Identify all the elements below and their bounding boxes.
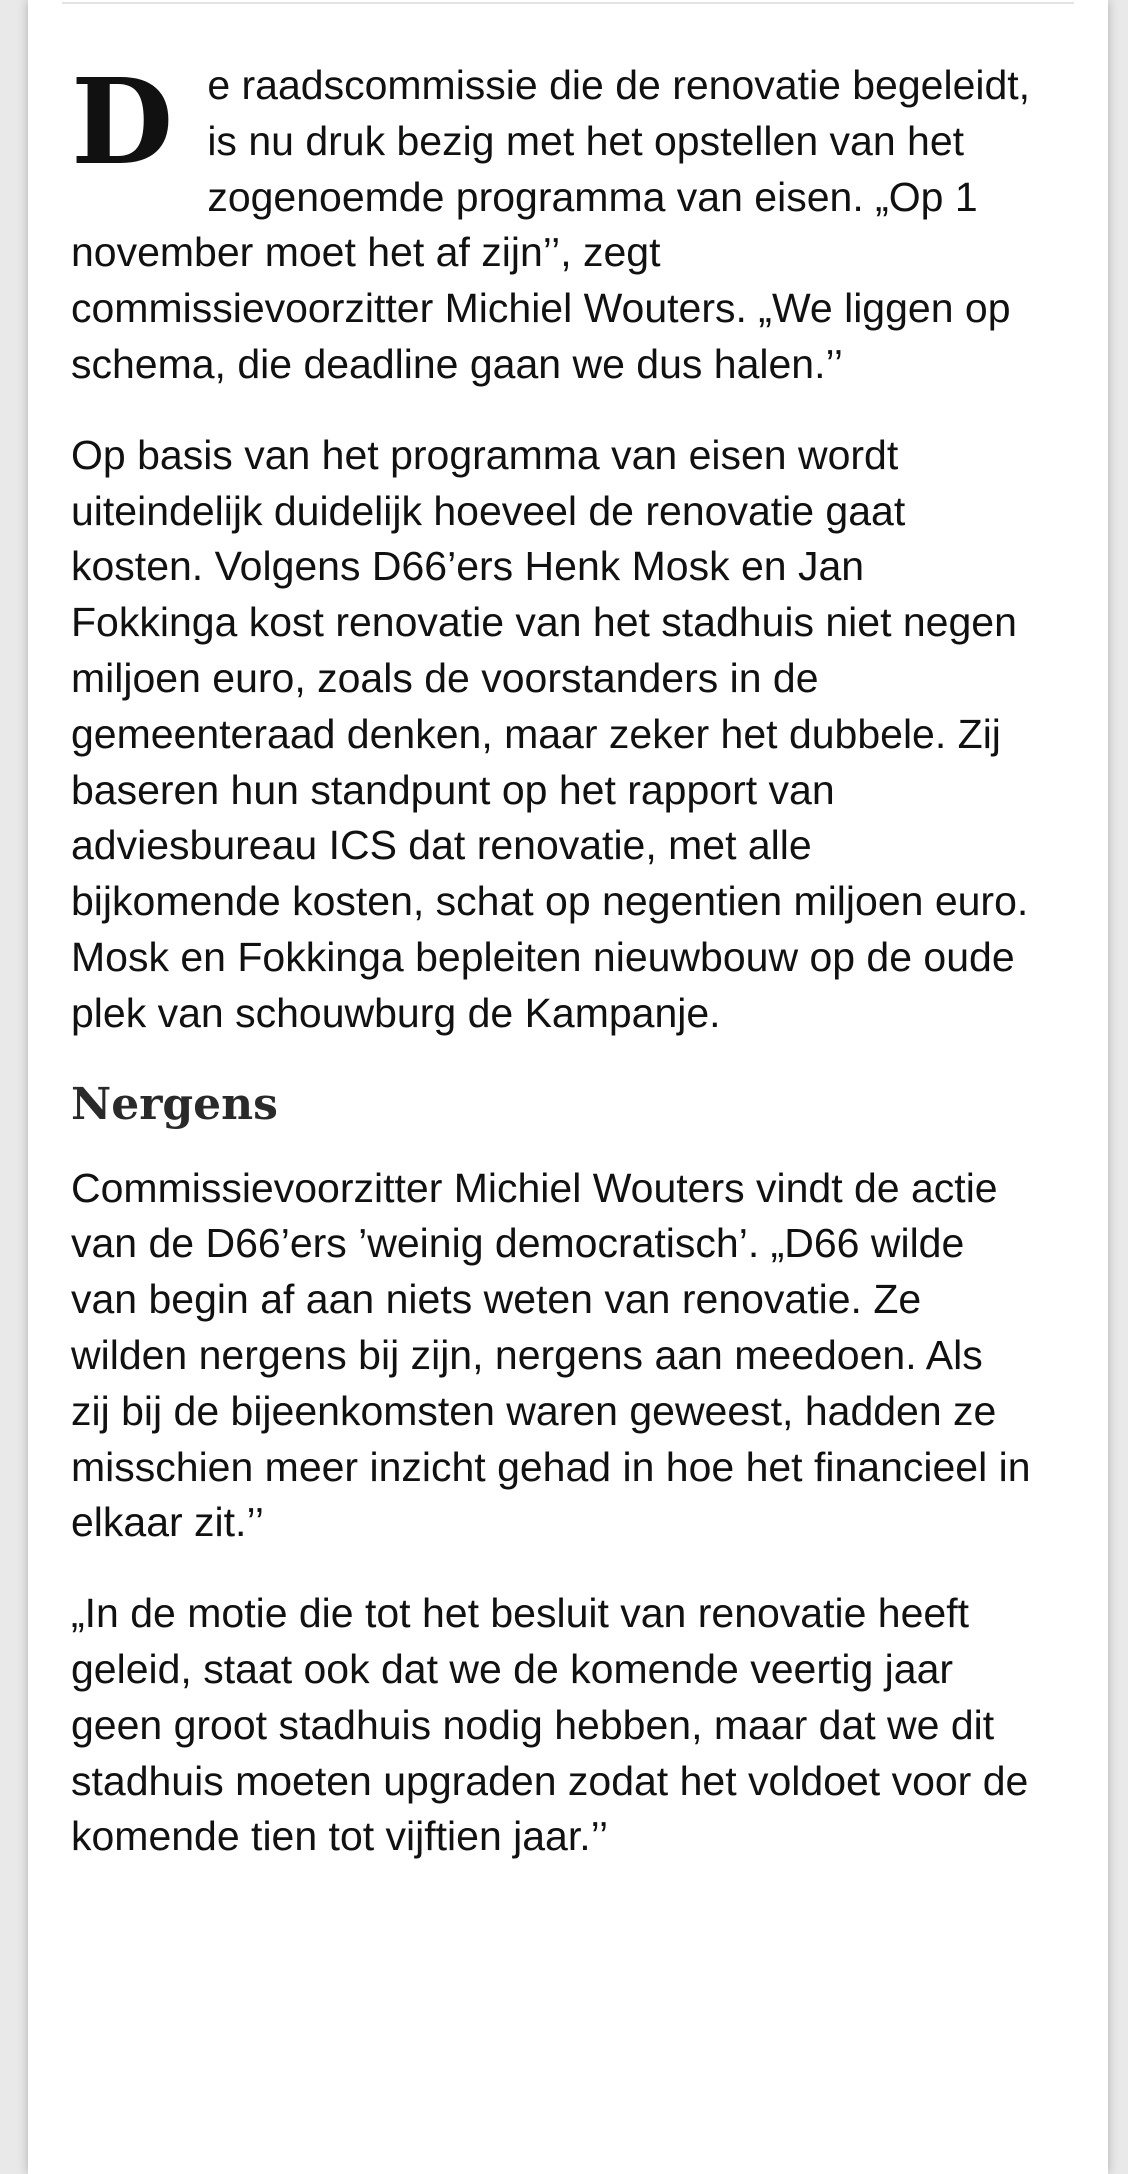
article-body[interactable] <box>71 52 1031 1900</box>
article-paragraph-4: „In de motie die tot het besluit van renovatie heeft geleid, staat ook dat we de komende veertig jaar geen groot stadhuis nodig hebben, maar dat we dit stadhuis moeten upgraden zodat het voldoet voor de komende tien tot vijftien jaar.’’ <box>71 1590 1029 1860</box>
top-divider <box>62 2 1074 4</box>
article-paragraph-1 <box>71 52 1031 393</box>
section-heading: Nergens <box>71 1078 278 1130</box>
paragraph-1-text: e raadscommissie die de renovatie begeleidt, is nu druk bezig met het opstellen van het zogenoemde programma van eisen. „Op 1 november moet het af zijn’’, zegt commissievoorzitter Michiel Wouters. „We liggen op schema, die deadline gaan we dus halen.’’ <box>71 62 1031 387</box>
article-paragraph-3: Commissievoorzitter Michiel Wouters vindt de actie van de D66’ers ’weinig democratisch’. „D66 wilde van begin af aan niets weten van renovatie. Ze wilden nergens bij zijn, nergens aan meedoen. Als zij bij de bijeenkomsten waren geweest, hadden ze misschien meer inzicht gehad in hoe het financieel in elkaar zit.’’ <box>71 1164 1031 1546</box>
article-paragraph-2: Op basis van het programma van eisen wordt uiteindelijk duidelijk hoeveel de renovatie gaat kosten. Volgens D66’ers Henk Mosk en Jan Fokkinga kost renovatie van het stadhuis niet negen miljoen euro, zoals de voorstanders in de gemeenteraad denken, maar zeker het dubbele. Zij baseren hun standpunt op het rapport van adviesbureau ICS dat renovatie, met alle bijkomende kosten, schat op negentien miljoen euro. Mosk en Fokkinga bepleiten nieuwbouw op de oude plek van schouwburg de Kampanje. <box>71 431 1029 1036</box>
drop-cap: D <box>71 52 174 191</box>
